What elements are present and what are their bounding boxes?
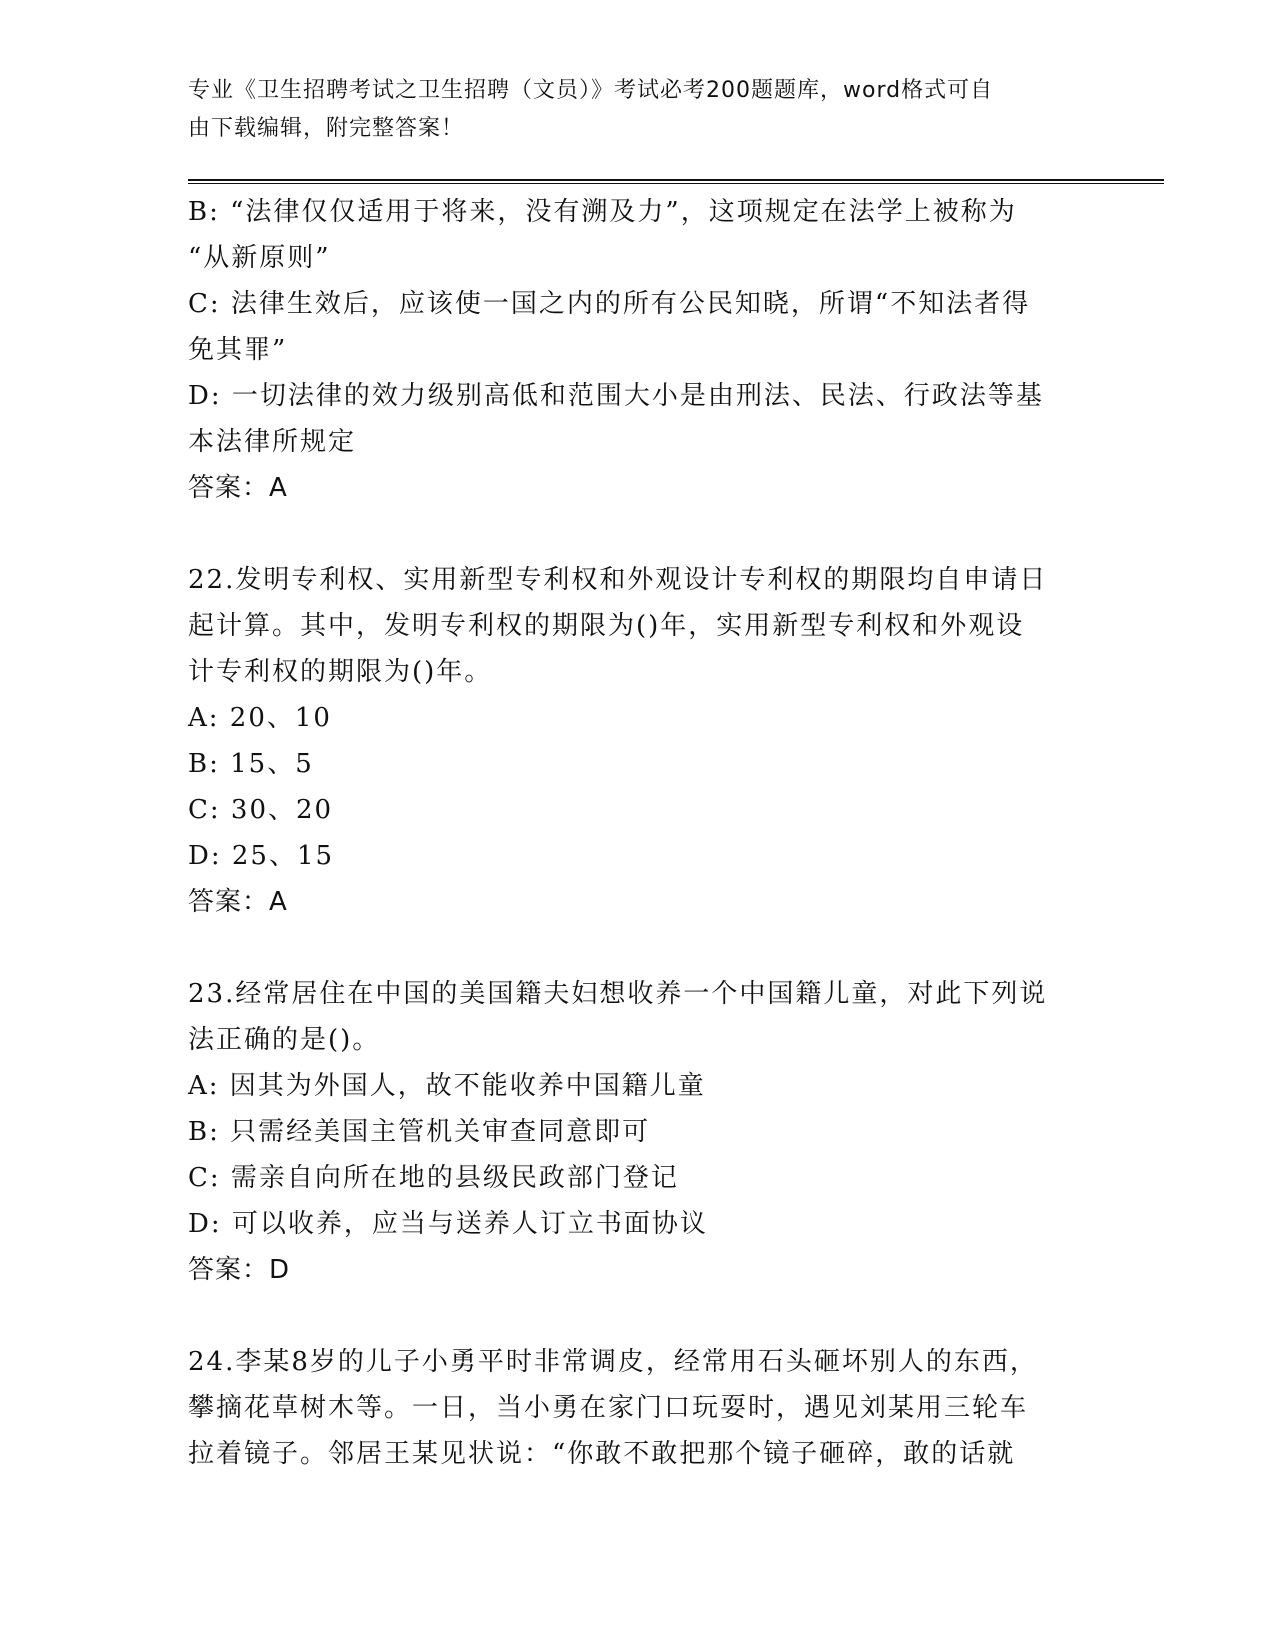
header-line-2: 由下载编辑，附完整答案！ xyxy=(188,116,465,141)
question-23-option-c: C: 需亲自向所在地的县级民政部门登记 xyxy=(188,1163,679,1193)
document-body xyxy=(188,189,1088,1477)
question-22-stem-line-1: 22.发明专利权、实用新型专利权和外观设计专利权的期限均自申请日 xyxy=(188,565,1048,595)
question-24-stem-line-2: 攀摘花草树木等。一日，当小勇在家门口玩耍时，遇见刘某用三轮车 xyxy=(188,1393,1029,1423)
option-b-line-1: B: “法律仅仅适用于将来，没有溯及力”，这项规定在法学上被称为 xyxy=(188,197,1017,227)
question-24-stem-line-3: 拉着镜子。邻居王某见状说：“你敢不敢把那个镜子砸碎，敢的话就 xyxy=(188,1439,1016,1469)
question-22-stem-line-2: 起计算。其中，发明专利权的期限为()年，实用新型专利权和外观设 xyxy=(188,611,1025,641)
option-b-line-2: “从新原则” xyxy=(188,243,331,273)
question-22 xyxy=(188,557,1088,925)
question-23-stem-line-2: 法正确的是()。 xyxy=(188,1025,381,1055)
answer-22: 答案：A xyxy=(188,887,288,917)
question-22-option-c: C: 30、20 xyxy=(188,795,334,825)
page-header xyxy=(188,72,1068,148)
answer-23: 答案：D xyxy=(188,1255,291,1285)
header-line-1: 专业《卫生招聘考试之卫生招聘（文员）》考试必考200题题库，word格式可自 xyxy=(188,78,994,103)
answer-21: 答案：A xyxy=(188,473,288,503)
question-22-option-d: D: 25、15 xyxy=(188,841,335,871)
option-c-line-2: 免其罪” xyxy=(188,335,288,365)
spacer xyxy=(188,925,1088,971)
spacer xyxy=(188,1293,1088,1339)
question-24-stem-line-1: 24.李某8岁的儿子小勇平时非常调皮，经常用石头砸坏别人的东西， xyxy=(188,1347,1038,1377)
question-23 xyxy=(188,971,1088,1293)
header-divider xyxy=(188,179,1164,184)
question-21-continued xyxy=(188,189,1088,511)
question-23-option-d: D: 可以收养，应当与送养人订立书面协议 xyxy=(188,1209,708,1239)
question-22-option-b: B: 15、5 xyxy=(188,749,314,779)
question-22-option-a: A: 20、10 xyxy=(188,703,332,733)
option-d-line-1: D: 一切法律的效力级别高低和范围大小是由刑法、民法、行政法等基 xyxy=(188,381,1044,411)
option-c-line-1: C: 法律生效后，应该使一国之内的所有公民知晓，所谓“不知法者得 xyxy=(188,289,1031,319)
option-d-line-2: 本法律所规定 xyxy=(188,427,357,457)
question-22-stem-line-3: 计专利权的期限为()年。 xyxy=(188,657,493,687)
question-23-option-b: B: 只需经美国主管机关审查同意即可 xyxy=(188,1117,651,1147)
question-23-stem-line-1: 23.经常居住在中国的美国籍夫妇想收养一个中国籍儿童，对此下列说 xyxy=(188,979,1048,1009)
question-24 xyxy=(188,1339,1088,1477)
question-23-option-a: A: 因其为外国人，故不能收养中国籍儿童 xyxy=(188,1071,706,1101)
spacer xyxy=(188,511,1088,557)
